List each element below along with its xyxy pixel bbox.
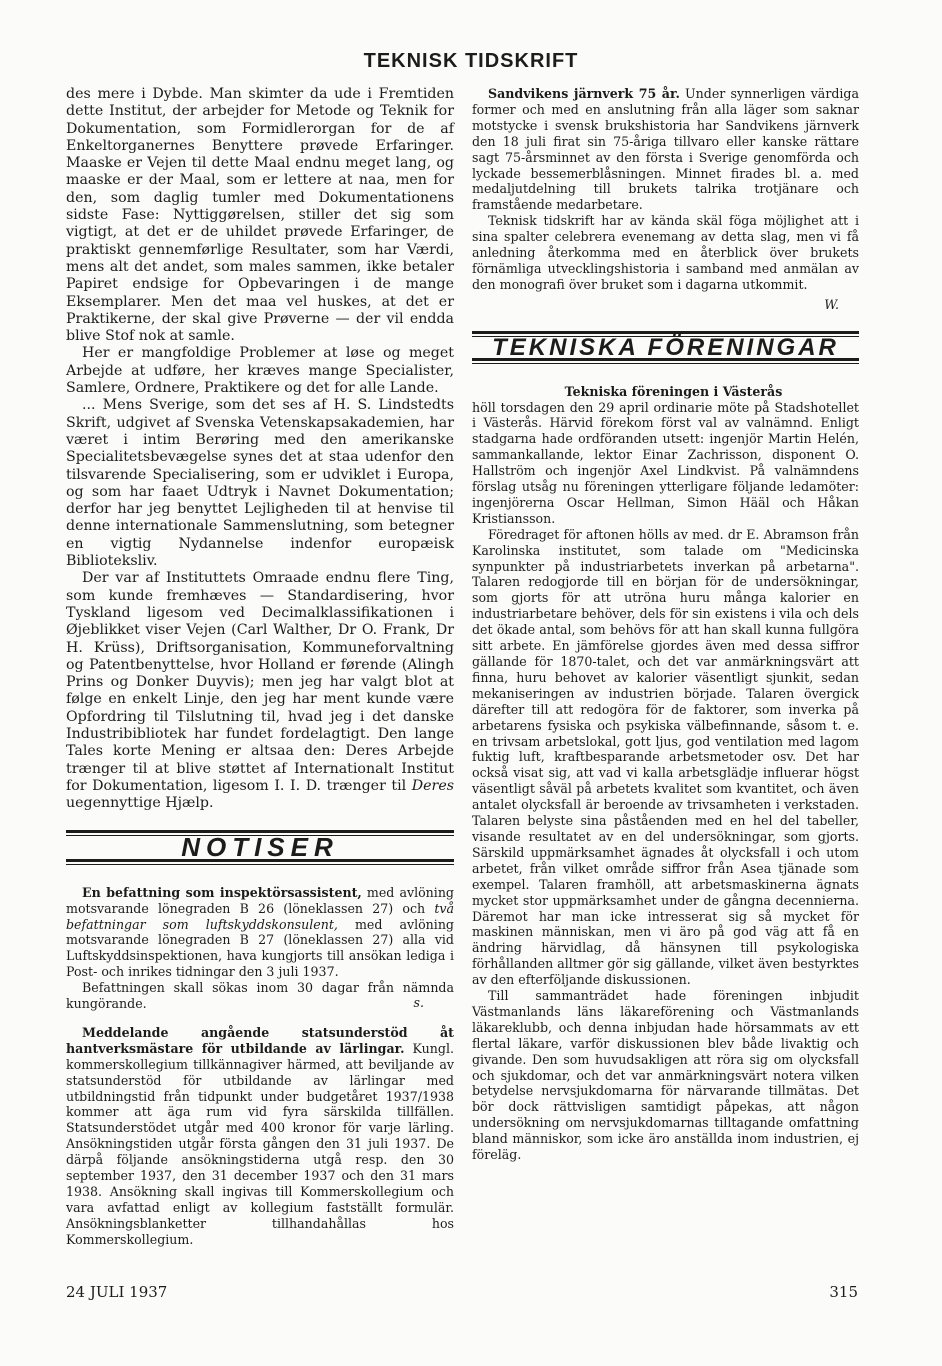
paragraph-end: uegennyttige Hjælp. (66, 795, 214, 812)
left-column (66, 86, 454, 1248)
sandviken-lead: Sandvikens järnverk 75 år. (488, 86, 680, 101)
footer-date: 24 JULI 1937 (66, 1283, 168, 1301)
sandviken-signature: W. (824, 296, 839, 312)
paragraph: höll torsdagen den 29 april ordinarie möte på Stadshotellet i Västerås. Härvid förekom först val av valnämnd. Enligt stadgarna hade ordföranden utsett: ingenjör Martin Helén, sammankallande, lektor Einar Zachrisson, disponent O. Hallström och ingenjör Axel Lindkvist. På valnämndens förslag utsåg nu föreningen ytterligare följande ledamöter: ingenjörerna Oscar Hellman, Simon Hääl och Håkan Kristiansson. (472, 399, 859, 526)
sandviken-notice (472, 86, 859, 213)
page-number: 315 (829, 1283, 858, 1301)
notiser-banner (66, 830, 454, 864)
notis-1-text-b: med avlöning motsvarande lönegraden B 27 (löneklassen 27) alla vid Luftskyddsinspektionen, hava kungjorts till ansökan lediga i Post- och inrikes tidningar den 3 juli 1937. (66, 916, 454, 980)
paragraph: des mere i Dybde. Man skimter da ude i Fremtiden dette Institut, der arbejder for Metode og Teknik for Dokumentation, som Formidlerorgan for de af Enkeltorganernes Benyttere prøvede Erfaringer. Maaske er Vejen til dette Maal endnu meget lang, og maaske er der Maal, som er lettere at naa, men for den, som daglig tumler med Dokumentationens sidste Fase: Nyttiggørelsen, stiller det sig som vigtigt, at det er de uhildet prøvede Erfaringer, de praktiskt gennemførlige Resultater, som har Værdi, mens alt det andet, som males sammen, ikke betaler Papiret endsige for Opbevaringen i de mange Eksemplarer. Men det maa vel huskes, at det er Praktikerne, der skal give Prøverne — der vil endda blive Stof nok at samle. (66, 86, 454, 345)
paragraph: Her er mangfoldige Problemer at løse og meget Arbejde at udføre, her kræves mange Specialister, Samlere, Ordnere, Praktikere og det for alle Lande. (66, 345, 454, 397)
notis-1-text-a: med avlöning motsvarande lönegraden B 26 (löneklassen 27) och (66, 884, 454, 916)
vasteras-heading: Tekniska föreningen i Västerås (564, 383, 783, 399)
foreningar-title: TEKNISKA FÖRENINGAR (492, 333, 839, 361)
paragraph: ... Mens Sverige, som det ses af H. S. Lindstedts Skrift, udgivet af Svenska Vetenskapsakademien, har været i intim Berøring med den amerikanske Specialitetsbevægelse synes det at staa udenfor den tilsvarende Specialisering, som er udviklet i Europa, og som har faaet Udtryk i Navnet Dokumentation; derfor har jeg benyttet Lejligheden til at henvise til denne internationale Sammenslutning, som betegner en vigtig Nydannelse indenfor europæisk Biblioteksliv. (66, 397, 454, 570)
notis-1-signature: s. (413, 995, 424, 1011)
banner-rule-bottom-thin (66, 864, 454, 865)
banner-rule-bottom-thin (472, 363, 859, 364)
foreningar-banner (472, 331, 859, 364)
notis-1 (66, 885, 454, 980)
paragraph: Föredraget för aftonen hölls av med. dr E. Abramson från Karolinska institutet, som talade om "Medicinska synpunkter på industriarbetets inverkan på arbetarna". Talaren redogjorde till en början för de undersökningar, som gjorts för att utröna huru många kalorier en industriarbetare behöver, dels för sin existens i vila och dels det ökade antal, som behövs för att han skall kunna fullgöra sitt arbete. En jämförelse gjordes även med dessa siffror gällande för 1870-talet, och det var anmärkningsvärt att finna, huru behovet av kalorier väsentligt sjunkit, sedan mekaniseringen av industrien började. Talaren övergick därefter till att redogöra för de faktorer, som inverka på arbetarens fysiska och psykiska välbefinnande, såsom t. e. en trivsam arbetslokal, gott ljus, god ventilation med lagom fuktig luft, kraftbesparande arbetsmetoder osv. Det har också visat sig, att vad vi kalla arbetsglädje influerar högst väsentligt såväl på arbetets kvalitet som kvantitet, och även antalet olycksfall är beroende av trivsamheten i verkstaden. Talaren belyste sina påståenden med en hel del tabeller, visande resultatet av en del undersökningar, som gjorts. Särskild uppmärksamhet ägnades åt olycksfall i och utom arbetet, från vilket område siffror från Asea tjänade som exempel. Talaren framhöll, att arbetsmaskinerna ägnats mycket stor uppmärksamhet under de gångna decennierna. Däremot har man icke intresserat sig så mycket för maskinen människan, men vi äro på god väg att få en ändring härvidlag, då hänsynen till psykologiska förhållanden alltmer gör sig gällande, vilket även bestyrktes av den efterföljande diskussionen. (472, 526, 859, 988)
paragraph (66, 570, 454, 812)
notis-2-text: Kungl. kommerskollegium tillkännagiver härmed, att beviljande av statsunderstöd för utbildande av lärlingar med utbildningstid från tidpunkt under budgetåret 1937/1938 kommer att äga rum vid fyra särskilda tillfällen. Statsunderstödet utgår med 400 kronor för varje lärling. Ansökningstiden utgår första gången den 31 juli 1937. De därpå följande ansökningstiderna utgå resp. den 30 september 1937, den 31 december 1937 och den 31 mars 1938. Ansökning skall ingivas till Kommerskollegium och vara avfattad enligt av kollegium fastställt formulär. Ansökningsblanketter tillhandahållas hos Kommerskollegium. (66, 1040, 454, 1247)
sandviken-para2: Teknisk tidskrift har av kända skäl föga möjlighet att i sina spalter celebrera evenemang av detta slag, men vi få anledning återkomma med en återblick över brukets förnämliga utvecklingshistoria i samband med anmälan av den monografi över bruket som i dagarna utkommit. (472, 213, 859, 292)
notis-2 (66, 1025, 454, 1248)
paragraph: Till sammanträdet hade föreningen inbjudit Västmanlands läns läkareförening och Västmanlands läkareklubb, och denna inbjudan hade hörsammats av ett flertal läkare, varför diskussionen blev både livaktig och givande. Den som huvudsakligen att röra sig om olycksfall och sjukdomar, och det var anmärkningsvärt notera vilken betydelse nervsjukdomarna för närvarande tillmätas. Det bör dock rättvisligen samtidigt påpekas, att någon undersökning om nervsjukdomarnas tilltagande omfattning bland människor, som icke äro anställda inom industrien, ej föreläg. (472, 988, 859, 1163)
italic-word: Deres (411, 777, 455, 794)
right-column (472, 86, 859, 1163)
notis-block (66, 885, 454, 1248)
notis-2-lead: Meddelande angående statsunderstöd åt hantverksmästare för utbildande av lärlingar. (66, 1024, 454, 1056)
notiser-title: NOTISER (181, 832, 339, 863)
paragraph-text: Der var af Instituttets Omraade endnu flere Ting, som kunde fremhæves — Standardisering, hvor Tyskland ligesom ved Decimalklassifikationen i Øjeblikket viser Vejen (Carl Walther, Dr O. Frank, Dr H. Krüss), Driftsorganisation, Kommuneforvaltning og Patentbenyttelse, hvor Holland er førende (Alingh Prins og Donker Duyvis); men jeg har valgt blot at følge en enkelt Linje, den jeg har ment kunde være Opfordring til Tilslutning til, hvad jeg i det danske Industribibliotek har fundet fordelagtigt. Den lange Tales korte Mening er altsaa den: Deres Arbejde trænger til at blive støttet af Internationalt Institut for Dokumentation, ligesom I. I. D. trænger til (66, 570, 454, 794)
notis-1-lead: En befattning som inspektörsassistent, (82, 884, 362, 900)
sandviken-text: Under synnerligen värdiga former och med en anslutning från alla läger som saknar motstycke i svensk brukshistoria har Sandvikens järnverk den 18 juli firat sin 75-åriga tillvaro eller kanske rättare sagt 75-årsminnet av den första i Sverige genomförda och lyckade bessemerblåsningen. Minnet firades bl. a. med medaljutdelning till brukets talrika trotjänare och framstående medarbetare. (472, 86, 859, 213)
notis-1-para2: Befattningen skall sökas inom 30 dagar från nämnda kungörande. (66, 980, 454, 1012)
notis-1-italic: två befattningar som luftskyddskonsulent, (66, 900, 454, 932)
masthead: TEKNISK TIDSKRIFT (363, 50, 579, 72)
